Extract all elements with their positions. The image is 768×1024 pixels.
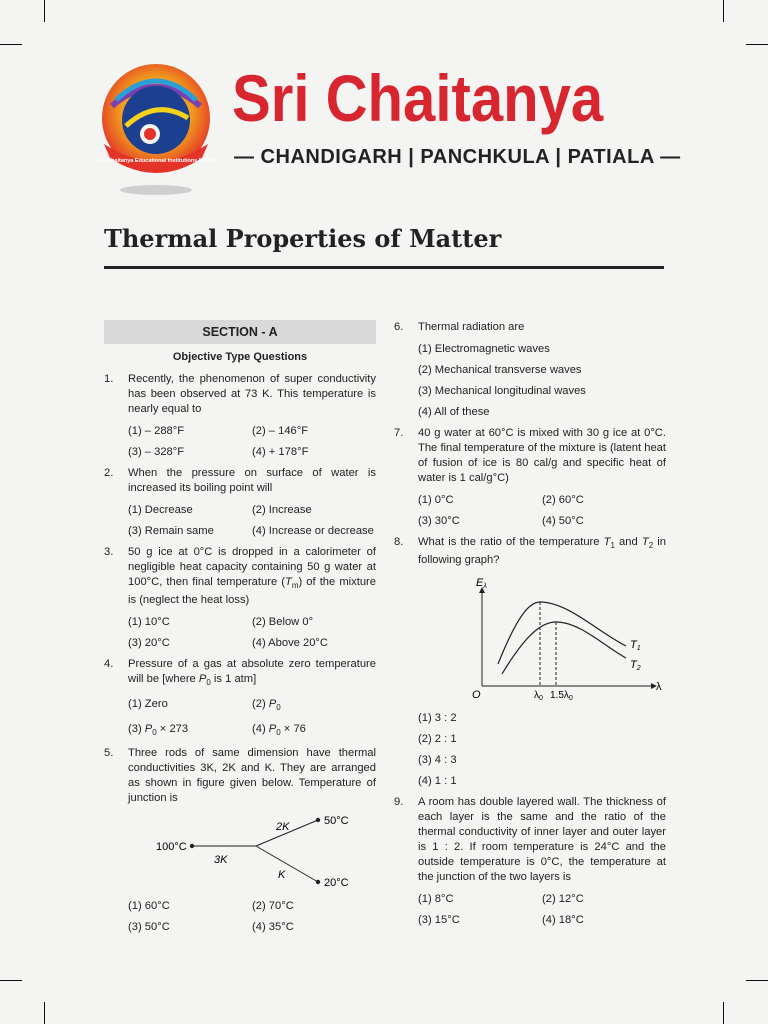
- tick-lambda0: $\lambda_0$: [534, 690, 543, 703]
- option[interactable]: (2) 2 : 1: [418, 733, 457, 746]
- x-axis-label: λ: [656, 681, 662, 694]
- question-8: [394, 535, 666, 789]
- option[interactable]: (1) 10°C: [128, 616, 170, 629]
- crop-mark: [0, 44, 22, 45]
- option[interactable]: (2) 12°C: [542, 893, 584, 906]
- temp-bottom-label: 20°C: [324, 876, 349, 889]
- question-6: [394, 320, 666, 420]
- option[interactable]: (3) 30°C: [418, 515, 460, 527]
- option[interactable]: (1) Zero: [128, 698, 168, 711]
- question-text: Thermal radiation are: [418, 321, 525, 333]
- section-subheading: Objective Type Questions: [172, 351, 308, 363]
- left-column: [104, 320, 376, 941]
- question-9: [394, 795, 666, 928]
- logo-ribbon-text: Sri Chaitanya Educational Institutions INDIA: [98, 158, 214, 164]
- crop-mark: [723, 1002, 724, 1024]
- option[interactable]: (3) – 328°F: [128, 446, 185, 458]
- option[interactable]: (1) 8°C: [418, 893, 454, 906]
- question-text: 40 g water at 60°C is mixed with 30 g ice at 0°C. The final temperature of the mixture is (latent heat of fusion of ice is 80 cal/g and specific heat of water is 1 cal/g°C): [418, 427, 666, 484]
- question-number: 7.: [394, 427, 404, 439]
- crop-mark: [44, 1002, 45, 1024]
- question-number: 2.: [104, 467, 114, 479]
- question-5: [104, 746, 376, 935]
- page-title: Thermal Properties of Matter: [104, 224, 502, 253]
- question-text: Pressure of a gas at absolute zero temperature will be [where $P_0$ is 1 atm]: [128, 658, 376, 688]
- option[interactable]: (1) 60°C: [128, 899, 170, 912]
- question-1: [104, 372, 376, 460]
- crop-mark: [44, 0, 45, 22]
- option[interactable]: (3) Mechanical longitudinal waves: [418, 385, 586, 397]
- question-text: 50 g ice at 0°C is dropped in a calorimeter of negligible heat capacity containing 50 g water at 100°C, then final temperature $(T_m)$ of the mixture is (neglect the heat loss): [128, 546, 376, 607]
- rods-junction-figure: [128, 812, 376, 892]
- right-column: [394, 320, 666, 934]
- question-text: Three rods of same dimension have thermal conductivities 3K, 2K and K. They are arranged as shown in figure given below. Temperature of junction is: [128, 746, 376, 804]
- option[interactable]: (4) 1 : 1: [418, 775, 457, 788]
- question-number: 3.: [104, 546, 114, 558]
- crop-mark: [746, 980, 768, 981]
- question-number: 1.: [104, 373, 114, 385]
- option[interactable]: (4) 35°C: [252, 920, 294, 933]
- question-4: [104, 657, 376, 740]
- crop-mark: [0, 980, 22, 981]
- k3-label: 3K: [214, 853, 228, 866]
- option[interactable]: (4) All of these: [418, 406, 490, 418]
- option[interactable]: (3) 50°C: [128, 920, 170, 933]
- option[interactable]: (3) Remain same: [128, 525, 214, 537]
- temp-top-label: 50°C: [324, 814, 349, 827]
- option[interactable]: (2) Increase: [252, 504, 312, 516]
- k2-label: 2K: [276, 820, 290, 833]
- question-number: 5.: [104, 746, 114, 759]
- crop-mark: [723, 0, 724, 22]
- y-axis-label: Eλ: [476, 577, 487, 591]
- option[interactable]: (1) Electromagnetic waves: [418, 343, 550, 355]
- k1-label: K: [278, 868, 286, 881]
- question-number: 4.: [104, 658, 114, 671]
- crop-mark: [746, 44, 768, 45]
- option[interactable]: (4) Above 20°C: [252, 637, 328, 650]
- option[interactable]: (2) 60°C: [542, 494, 584, 506]
- option[interactable]: (4) + 178°F: [252, 446, 309, 458]
- curve-t2-label: T2: [630, 659, 641, 673]
- origin-label: O: [472, 689, 481, 702]
- option[interactable]: (2) – 146°F: [252, 425, 309, 437]
- option[interactable]: (2) Mechanical transverse waves: [418, 364, 582, 376]
- curve-t2: [502, 622, 626, 674]
- logo-emblem: [98, 48, 214, 198]
- option[interactable]: (4) 18°C: [542, 914, 584, 927]
- question-text: Recently, the phenomenon of super conductivity has been observed at 73 K. This temperature is nearly equal to: [128, 373, 376, 415]
- option[interactable]: (3) $P_0 \times 273$: [128, 722, 189, 737]
- title-underline: [104, 266, 664, 269]
- option[interactable]: (1) 3 : 2: [418, 712, 457, 725]
- question-number: 9.: [394, 796, 404, 809]
- question-3: [104, 545, 376, 651]
- question-text: When the pressure on surface of water is increased its boiling point will: [128, 467, 376, 494]
- curve-t1: [498, 602, 626, 664]
- option[interactable]: (4) $P_0 \times 76$: [252, 722, 306, 737]
- option[interactable]: (1) – 288°F: [128, 425, 185, 437]
- option[interactable]: (4) 50°C: [542, 515, 584, 527]
- rod-k: [256, 846, 318, 882]
- option[interactable]: (2) Below 0°: [252, 616, 314, 629]
- question-7: [394, 426, 666, 529]
- option[interactable]: (2) $P_0$: [252, 698, 281, 713]
- question-number: 6.: [394, 321, 404, 333]
- option[interactable]: (1) Decrease: [128, 504, 193, 516]
- option[interactable]: (3) 15°C: [418, 914, 460, 927]
- brand-cities: — CHANDIGARH | PANCHKULA | PATIALA —: [234, 146, 681, 168]
- tick-1-5-lambda0: $1.5\lambda_0$: [550, 690, 573, 703]
- question-2: [104, 466, 376, 539]
- option[interactable]: (1) 0°C: [418, 494, 454, 506]
- temp-left-label: 100°C: [156, 840, 187, 853]
- question-number: 8.: [394, 536, 404, 548]
- option[interactable]: (2) 70°C: [252, 899, 294, 912]
- curve-t1-label: T1: [630, 639, 641, 653]
- brand-name: Sri Chaitanya: [232, 61, 604, 135]
- blackbody-graph: [418, 574, 666, 704]
- question-text: A room has double layered wall. The thickness of each layer is the same and the ratio of the thermal conductivity of inner layer and outer layer is 1 : 2. If room temperature is 24°C and the outside temperature is 0°C, the temperature at the junction of the two layers is: [418, 796, 666, 884]
- question-text: What is the ratio of the temperature $T_1$ and $T_2$ in following graph?: [418, 536, 666, 567]
- option[interactable]: (3) 4 : 3: [418, 754, 457, 767]
- option[interactable]: (4) Increase or decrease: [252, 525, 374, 537]
- section-header: SECTION - A: [104, 320, 376, 344]
- option[interactable]: (3) 20°C: [128, 637, 170, 650]
